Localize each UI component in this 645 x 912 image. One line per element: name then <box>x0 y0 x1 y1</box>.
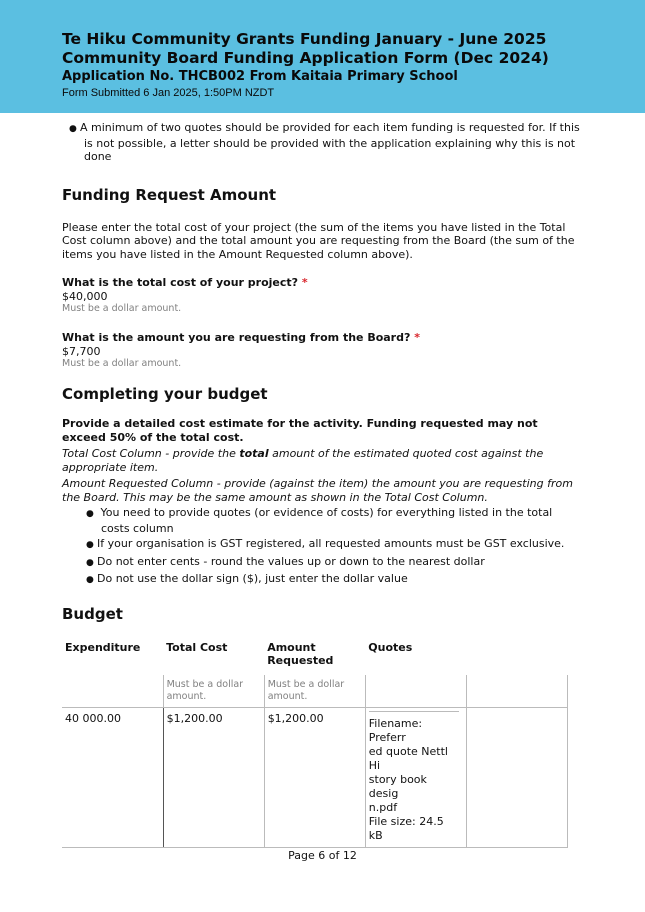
table-row <box>62 707 568 847</box>
list-item: ● Do not use the dollar sign ($), just enter the dollar value <box>79 572 583 588</box>
cell-amount-requested: $1,200.00 <box>264 707 365 847</box>
bullet-icon: ● <box>69 124 77 134</box>
budget-rules-list <box>62 506 583 588</box>
bullet-icon: ● <box>86 509 94 519</box>
submitted-timestamp: Form Submitted 6 Jan 2025, 1:50PM NZDT <box>62 87 275 99</box>
total-cost-column-instruction: Total Cost Column - provide the total amount of the estimated quoted cost against the appropriate item. <box>62 447 544 474</box>
amount-column-hint: Must be a dollar amount. <box>264 675 365 708</box>
budget-table <box>62 637 568 848</box>
total-cost-label: What is the total cost of your project? * <box>62 276 308 289</box>
list-item: ● If your organisation is GST registered, all requested amounts must be GST exclusive. <box>79 537 583 553</box>
attached-file[interactable]: Filename: Preferr ed quote Nettl Hi story book desig n.pdf File size: 24.5 kB <box>369 711 459 843</box>
required-asterisk: * <box>301 276 308 289</box>
application-number: Application No. THCB002 From Kaitaia Primary School <box>62 69 458 84</box>
list-item: ● A minimum of two quotes should be provided for each item funding is requested for. If this is not possible, a letter should be provided with the application explaining why this is not done <box>69 121 580 163</box>
amount-requested-label: What is the amount you are requesting from the Board? * <box>62 331 420 344</box>
total-cost-column-hint: Must be a dollar amount. <box>163 675 264 708</box>
amount-requested-column-instruction: Amount Requested Column - provide (against the item) the amount you are requesting from the Board. This may be the same amount as shown in the Total Cost Column. <box>62 477 573 504</box>
amount-requested-hint: Must be a dollar amount. <box>62 358 182 369</box>
form-header <box>0 0 645 113</box>
page-number: Page 6 of 12 <box>288 849 357 862</box>
cell-expenditure: 40 000.00 <box>62 707 163 847</box>
table-hint-row <box>62 675 568 708</box>
completing-budget-heading: Completing your budget <box>62 385 268 403</box>
cell-total-cost: $1,200.00 <box>163 707 264 847</box>
required-asterisk: * <box>414 331 420 344</box>
budget-instruction-bold: Provide a detailed cost estimate for the activity. Funding requested may not exceed 50% of the total cost. <box>62 417 538 444</box>
funding-description: Please enter the total cost of your project (the sum of the items you have listed in the Total Cost column above) and the total amount you are requesting from the Board (the sum of the items you have listed in the Amount Requested column above). <box>62 220 575 261</box>
intro-list <box>62 121 583 164</box>
list-item: ● You need to provide quotes (or evidence of costs) for everything listed in the total costs column <box>86 506 553 535</box>
amount-requested-value: $7,700 <box>62 344 101 358</box>
file-size: File size: 24.5 kB <box>368 814 444 842</box>
form-title-line2: Community Board Funding Application Form (Dec 2024) <box>62 49 549 67</box>
total-cost-hint: Must be a dollar amount. <box>62 303 182 314</box>
column-header-total-cost: Total Cost <box>166 640 228 654</box>
table-header-row <box>62 637 568 675</box>
column-header-amount-requested: Amount Requested <box>267 640 334 667</box>
budget-heading: Budget <box>62 604 123 623</box>
form-content <box>0 113 645 848</box>
column-header-expenditure: Expenditure <box>65 640 141 654</box>
bullet-icon: ● <box>86 575 94 585</box>
cell-quotes <box>365 707 466 847</box>
total-cost-value: $40,000 <box>62 289 108 303</box>
form-title-line1: Te Hiku Community Grants Funding January - June 2025 <box>62 30 547 48</box>
list-item: ● Do not enter cents - round the values up or down to the nearest dollar <box>79 555 583 571</box>
bullet-icon: ● <box>86 557 94 568</box>
column-header-quotes: Quotes <box>368 640 413 654</box>
bullet-icon: ● <box>86 540 94 550</box>
funding-request-heading: Funding Request Amount <box>62 185 277 204</box>
